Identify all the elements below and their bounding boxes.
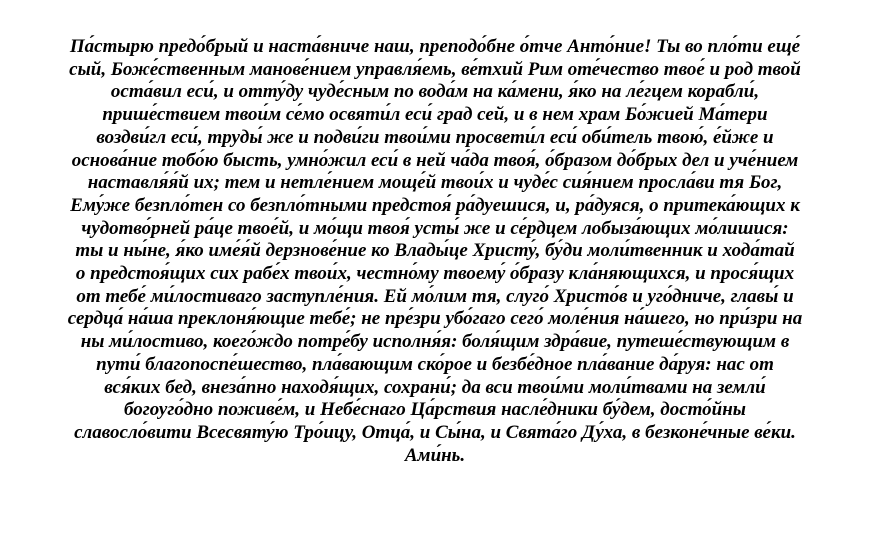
- prayer-line-7: наставля́я́й их; тем и нетле́нием моще́й твои́х и чуде́с сия́нием просла́ви тя Бог,: [87, 172, 783, 194]
- prayer-line-14: ны ми́лостиво, коего́ждо потре́бу исполня́я: боля́щим здра́вие, путеше́ствующим в: [80, 331, 790, 353]
- prayer-text: [20, 36, 850, 467]
- prayer-line-11: о предстоя́щих сих рабе́х твои́х, честно́му твоему́ о́бразу кла́няющихся, и прося́щих: [75, 263, 795, 285]
- prayer-line-9: чудотво́рней ра́це твое́й, и мо́щи твоя́ усты́ же и се́рдцем лобыза́ющих мо́лишися:: [81, 217, 789, 239]
- prayer-line-3: оста́вил еси́, и отту́ду чуде́сным по вода́м на ка́мени, я́ко на ле́гцем корабли́,: [110, 81, 760, 103]
- prayer-line-2: сый, Боже́ственным манове́нием управля́емь, ве́тхий Рим оте́чество твое́ и род твой: [69, 58, 801, 80]
- prayer-line-6: основа́ние тобо́ю бысть, умно́жил еси́ в ней ча́да твоя́, о́бразом до́брых дел и уче́нием: [71, 149, 799, 171]
- prayer-line-10: ты и ны́не, я́ко име́я́й дерзнове́ние ко Влады́це Христу́, бу́ди моли́твенник и хода́тай: [75, 240, 795, 262]
- prayer-line-17: богоуго́дно поживе́м, и Небе́снаго Ца́рствия насле́дники бу́дем, досто́йны: [124, 399, 746, 421]
- prayer-line-12: от тебе́ ми́лостиваго заступле́ния. Ей мо́лим тя, слуго́ Христо́в и уго́дниче, главы́ и: [76, 285, 794, 307]
- prayer-line-5: воздви́гл еси́, труды́ же и подви́ги твои́ми просвети́л еси́ оби́тель твою́, е́йже и: [96, 126, 774, 148]
- prayer-line-8: Ему́же безпло́тен со безпло́тными предстоя́ ра́дуешися, и, ра́дуяся, о притека́ющих к: [70, 194, 800, 216]
- prayer-line-18: славосло́вити Всесвяту́ю Тро́ицу, Отца́, и Сы́на, и Свята́го Ду́ха, в безконе́чные ве́ки.: [74, 421, 796, 443]
- prayer-line-amen: Ами́нь.: [404, 444, 466, 466]
- prayer-line-15: пути́ благопоспе́шество, пла́вающим ско́рое и безбе́дное пла́вание да́руя: нас от: [96, 353, 774, 375]
- prayer-line-1: Па́стырю предо́брый и наста́вниче наш, преподо́бне о́тче Анто́ние! Ты во пло́ти еще́: [69, 36, 801, 57]
- prayer-line-13: сердца́ на́ша преклоня́ющие тебе́; не пре́зри убо́гаго сего́ моле́ния на́шего, но при́зри на: [67, 308, 803, 330]
- prayer-line-4: прише́ствием твои́м се́мо освяти́л еси́ град сей, и в нем храм Бо́жией Ма́тери: [102, 104, 768, 126]
- prayer-line-16: вся́ких бед, внеза́пно находя́щих, сохрани́; да вси твои́ми моли́твами на земли́: [104, 376, 766, 398]
